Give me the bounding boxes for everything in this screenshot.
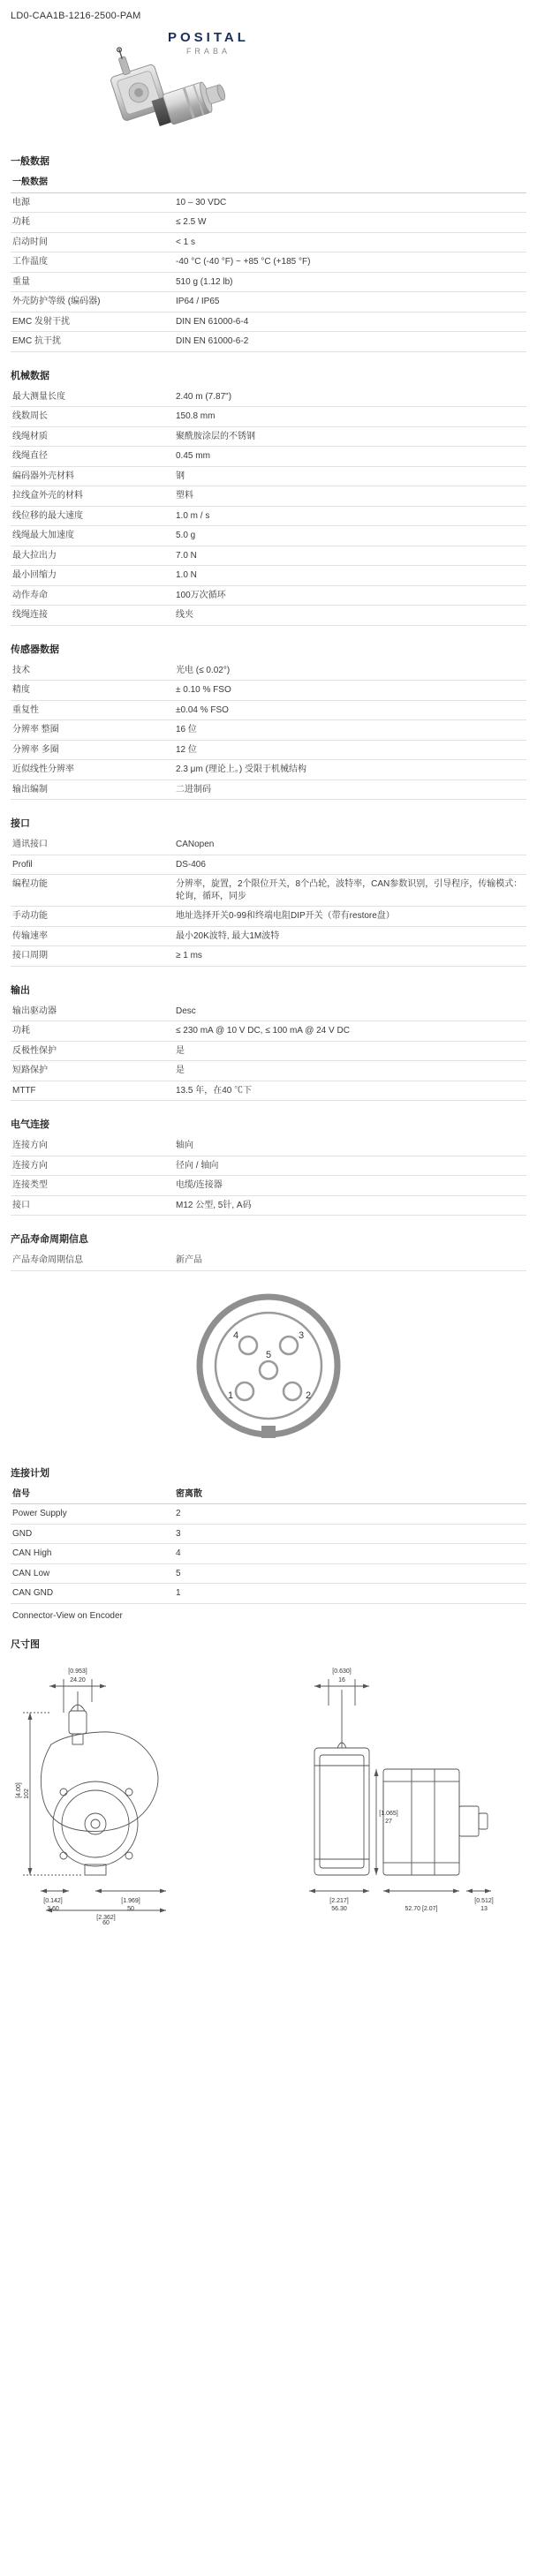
table-row — [11, 1061, 526, 1081]
spec-value: 轴向 — [176, 1141, 193, 1150]
table-row — [11, 926, 526, 946]
brand-subname: FRABA — [185, 47, 231, 56]
connector-diagram — [11, 1282, 526, 1450]
spec-key: 启动时间 — [12, 237, 48, 247]
dim-right-top-mm: 16 — [338, 1676, 345, 1683]
dim-left-b3-mm: 60 — [102, 1919, 110, 1924]
connector-drawing — [185, 1282, 352, 1450]
dim-left-height-inch: [4.00] — [16, 1781, 22, 1798]
spec-key: 传输速率 — [12, 930, 48, 941]
spec-key: 电源 — [12, 197, 30, 207]
dim-right-b3-inch: [0.512] — [474, 1897, 494, 1904]
spec-key: 编码器外壳材料 — [12, 471, 74, 481]
pinout-signal: CAN GND — [12, 1588, 54, 1598]
spec-value: ≤ 2.5 W — [176, 217, 207, 227]
spec-value — [174, 173, 526, 192]
spec-table-sensor — [11, 661, 526, 801]
dimension-drawing-front — [11, 1660, 267, 1924]
spec-table-output — [11, 1002, 526, 1102]
spec-value: 电缆/连接器 — [176, 1180, 223, 1190]
spec-key: 最小回缩力 — [12, 570, 57, 580]
section-title-electrical: 电气连接 — [11, 1119, 49, 1130]
spec-key: 短路保护 — [12, 1066, 48, 1075]
dim-left-top-mm: 24.20 — [70, 1676, 86, 1683]
spec-key: 连接类型 — [12, 1180, 48, 1190]
spec-value: 钢 — [176, 471, 185, 481]
spec-value: -40 °C (-40 °F) ~ +85 °C (+185 °F) — [176, 257, 311, 267]
spec-key: 连接方向 — [12, 1160, 48, 1171]
table-row — [11, 760, 526, 780]
table-row — [11, 506, 526, 526]
spec-value: 最小20K波特, 最大1M波特 — [176, 930, 280, 941]
dim-right-b1-inch: [2.217] — [329, 1897, 349, 1904]
spec-value: ±0.04 % FSO — [176, 704, 229, 715]
spec-key: EMC 抗干扰 — [12, 336, 61, 346]
spec-key: MTTF — [12, 1085, 36, 1096]
spec-key: Profil — [12, 859, 33, 870]
pinout-header-signal: 信号 — [11, 1485, 174, 1504]
spec-key: 接口周期 — [12, 951, 48, 960]
spec-key: 线绳直径 — [12, 451, 48, 461]
table-row — [11, 700, 526, 720]
table-row — [11, 1524, 526, 1544]
spec-key: 重复性 — [12, 704, 39, 715]
spec-value: 光电 (≤ 0.02°) — [176, 665, 231, 675]
spec-key: 最大测量长度 — [12, 391, 65, 402]
spec-value: 0.45 mm — [176, 451, 210, 461]
spec-value: 是 — [176, 1066, 185, 1075]
table-row — [11, 780, 526, 800]
spec-key: 功耗 — [12, 1026, 30, 1036]
dim-left-b3-inch: [2.362] — [96, 1914, 116, 1921]
spec-key: 线数周长 — [12, 411, 48, 421]
spec-table-lifecycle — [11, 1251, 526, 1271]
spec-key: 一般数据 — [11, 173, 174, 192]
table-row — [11, 312, 526, 332]
table-row — [11, 1584, 526, 1604]
spec-value: 2.3 μm (理论上。) 受限于机械结构 — [176, 765, 306, 774]
spec-key: 编程功能 — [12, 879, 48, 889]
pinout-pin: 4 — [176, 1548, 181, 1558]
table-row — [11, 388, 526, 407]
table-row — [11, 1041, 526, 1061]
table-row — [11, 1251, 526, 1270]
pinout-signal: Power Supply — [12, 1509, 67, 1518]
spec-value: 线夹 — [176, 610, 193, 620]
spec-value: 100万次循环 — [176, 590, 226, 600]
spec-table-mechanical — [11, 388, 526, 626]
section-title-lifecycle: 产品寿命周期信息 — [11, 1234, 88, 1245]
table-row — [11, 740, 526, 760]
dim-left-b1-mm: 3.60 — [47, 1905, 59, 1912]
spec-key: 产品寿命周期信息 — [12, 1255, 83, 1265]
table-row — [11, 1021, 526, 1042]
pinout-signal: CAN Low — [12, 1568, 50, 1578]
spec-value: 13.5 年，在40 ℃下 — [176, 1085, 253, 1096]
spec-key: EMC 发射干扰 — [12, 316, 70, 327]
spec-key: 技术 — [12, 665, 30, 675]
section-title-output: 输出 — [11, 984, 30, 996]
table-row — [11, 466, 526, 486]
spec-value: 新产品 — [176, 1255, 202, 1265]
table-row — [11, 585, 526, 606]
table-row — [11, 661, 526, 681]
spec-key: 线位移的最大速度 — [12, 510, 83, 521]
spec-value: 150.8 mm — [176, 411, 216, 421]
table-row — [11, 407, 526, 427]
pinout-header-pin: 密离散 — [174, 1485, 526, 1504]
connector-pin-label-2: 2 — [305, 1390, 312, 1401]
spec-key: 连接方向 — [12, 1141, 48, 1150]
dim-left-top-inch: [0.953] — [68, 1668, 87, 1675]
spec-key: 拉线盒外壳的材料 — [12, 491, 83, 501]
spec-value: 塑料 — [176, 491, 193, 501]
spec-key: 手动功能 — [12, 911, 48, 921]
spec-value: 12 位 — [176, 744, 197, 755]
spec-value: 510 g (1.12 lb) — [176, 276, 233, 287]
spec-key: 接口 — [12, 1200, 30, 1210]
dim-left-height-mm: 102 — [24, 1788, 30, 1799]
spec-value: 2.40 m (7.87") — [176, 391, 232, 402]
spec-key: 线绳连接 — [12, 610, 48, 620]
table-row — [11, 526, 526, 546]
spec-value: ± 0.10 % FSO — [176, 685, 231, 695]
table-row — [11, 855, 526, 875]
table-row — [11, 1563, 526, 1584]
table-row — [11, 1156, 526, 1176]
section-title-sensor: 传感器数据 — [11, 644, 59, 655]
spec-value: 10 – 30 VDC — [176, 197, 227, 207]
spec-value: 分辨率，旋置，2个限位开关，8个凸轮，波特率，CAN参数识别，引导程序，传输模式：轮询，循环，同步 — [176, 879, 523, 901]
table-row — [11, 946, 526, 967]
spec-value: DIN EN 61000-6-2 — [176, 336, 249, 346]
spec-value: CANopen — [176, 840, 215, 849]
spec-value: Desc — [176, 1006, 196, 1016]
pinout-pin: 3 — [176, 1528, 181, 1539]
spec-value: 16 位 — [176, 725, 197, 734]
spec-key: 分辨率 多圈 — [12, 744, 59, 755]
pinout-signal: GND — [12, 1528, 33, 1539]
brand-name: POSITAL — [168, 30, 249, 45]
product-hero — [11, 23, 526, 138]
table-row — [11, 606, 526, 626]
spec-value: 径向 / 轴向 — [176, 1160, 219, 1171]
spec-key: 动作寿命 — [12, 590, 48, 600]
table-row — [11, 272, 526, 292]
connector-pin-label-1: 1 — [227, 1390, 234, 1401]
table-row — [11, 681, 526, 701]
spec-value: 7.0 N — [176, 550, 197, 561]
table-row — [11, 1195, 526, 1216]
spec-value: < 1 s — [176, 237, 195, 247]
product-photo — [99, 39, 231, 132]
dim-left-b1-inch: [0.142] — [43, 1897, 63, 1904]
spec-table-interface — [11, 835, 526, 967]
dim-right-top-inch: [0.630] — [332, 1668, 352, 1675]
pinout-pin: 5 — [176, 1568, 181, 1578]
pinout-pin: 2 — [176, 1509, 181, 1518]
table-row — [11, 252, 526, 273]
spec-value: IP64 / IP65 — [176, 297, 220, 306]
table-row — [11, 192, 526, 213]
table-row — [11, 1485, 526, 1504]
spec-value: 是 — [176, 1045, 185, 1056]
table-row — [11, 546, 526, 566]
spec-table-general — [11, 173, 526, 352]
spec-value: 5.0 g — [176, 531, 196, 540]
section-title-interface: 接口 — [11, 818, 30, 829]
table-row — [11, 1136, 526, 1156]
spec-value: M12 公型, 5针, A码 — [176, 1200, 252, 1210]
section-title-dimensions: 尺寸图 — [11, 1638, 40, 1650]
spec-value: DIN EN 61000-6-4 — [176, 316, 249, 327]
section-title-general: 一般数据 — [11, 156, 49, 167]
connector-pin-label-3: 3 — [298, 1329, 305, 1341]
spec-key: 分辨率 整圈 — [12, 725, 59, 734]
spec-key: 反极性保护 — [12, 1045, 57, 1056]
section-title-mechanical: 机械数据 — [11, 370, 49, 381]
spec-key: 通讯接口 — [12, 840, 48, 849]
table-row — [11, 566, 526, 586]
dimension-drawing-side — [279, 1660, 526, 1924]
dim-right-mid-mm: 27 — [385, 1818, 392, 1825]
table-row — [11, 292, 526, 313]
page-title: LD0-CAA1B-1216-2500-PAM — [11, 11, 141, 21]
spec-key: 近似线性分辨率 — [12, 765, 74, 774]
spec-key: 精度 — [12, 685, 30, 695]
table-row — [11, 173, 526, 192]
spec-value: ≤ 230 mA @ 10 V DC, ≤ 100 mA @ 24 V DC — [176, 1026, 350, 1036]
spec-value: 1.0 N — [176, 570, 197, 580]
spec-key: 外壳防护等级 (编码器) — [12, 297, 101, 306]
table-row — [11, 486, 526, 507]
spec-value: 1.0 m / s — [176, 510, 210, 521]
spec-key: 线绳最大加速度 — [12, 531, 74, 540]
spec-value: 聚酰胺涂层的不锈钢 — [176, 431, 255, 441]
table-row — [11, 213, 526, 233]
connector-pin-label-4: 4 — [232, 1329, 239, 1341]
table-row — [11, 426, 526, 447]
table-row — [11, 1081, 526, 1101]
table-row — [11, 1504, 526, 1525]
spec-key: 重量 — [12, 276, 30, 287]
section-title-pinout: 连接计划 — [11, 1467, 49, 1479]
spec-key: 线绳材质 — [12, 431, 48, 441]
dim-right-mid-inch: [1.065] — [379, 1810, 398, 1817]
spec-key: 工作温度 — [12, 257, 48, 267]
connector-pin-label-5: 5 — [265, 1349, 272, 1360]
dim-right-b2: 52.70 [2.07] — [405, 1905, 438, 1912]
spec-key: 输出编制 — [12, 784, 48, 795]
spec-key: 功耗 — [12, 217, 30, 227]
dim-left-b2-inch: [1.969] — [121, 1897, 140, 1904]
spec-table-electrical — [11, 1136, 526, 1216]
table-row — [11, 835, 526, 855]
pinout-table — [11, 1485, 526, 1604]
table-row — [11, 875, 526, 907]
dimension-drawings — [11, 1660, 526, 1924]
table-row — [11, 907, 526, 927]
spec-key: 输出驱动器 — [12, 1006, 57, 1016]
connector-caption: Connector-View on Encoder — [12, 1610, 123, 1621]
table-row — [11, 332, 526, 352]
table-row — [11, 447, 526, 467]
spec-key: 最大拉出力 — [12, 550, 57, 561]
table-row — [11, 1176, 526, 1196]
dim-left-b2-mm: 50 — [127, 1905, 134, 1912]
dim-right-b1-mm: 56.30 — [331, 1905, 347, 1912]
dim-right-b3-mm: 13 — [480, 1905, 488, 1912]
pinout-pin: 1 — [176, 1588, 181, 1598]
table-row — [11, 1002, 526, 1021]
spec-value: ≥ 1 ms — [176, 951, 202, 960]
table-row — [11, 720, 526, 741]
spec-value: 二进制码 — [176, 784, 211, 795]
spec-value: DS-406 — [176, 859, 206, 870]
table-row — [11, 1544, 526, 1564]
table-row — [11, 232, 526, 252]
spec-value: 地址选择开关0-99和终端电阻DIP开关（带有restore盘） — [176, 911, 395, 921]
pinout-signal: CAN High — [12, 1548, 52, 1558]
